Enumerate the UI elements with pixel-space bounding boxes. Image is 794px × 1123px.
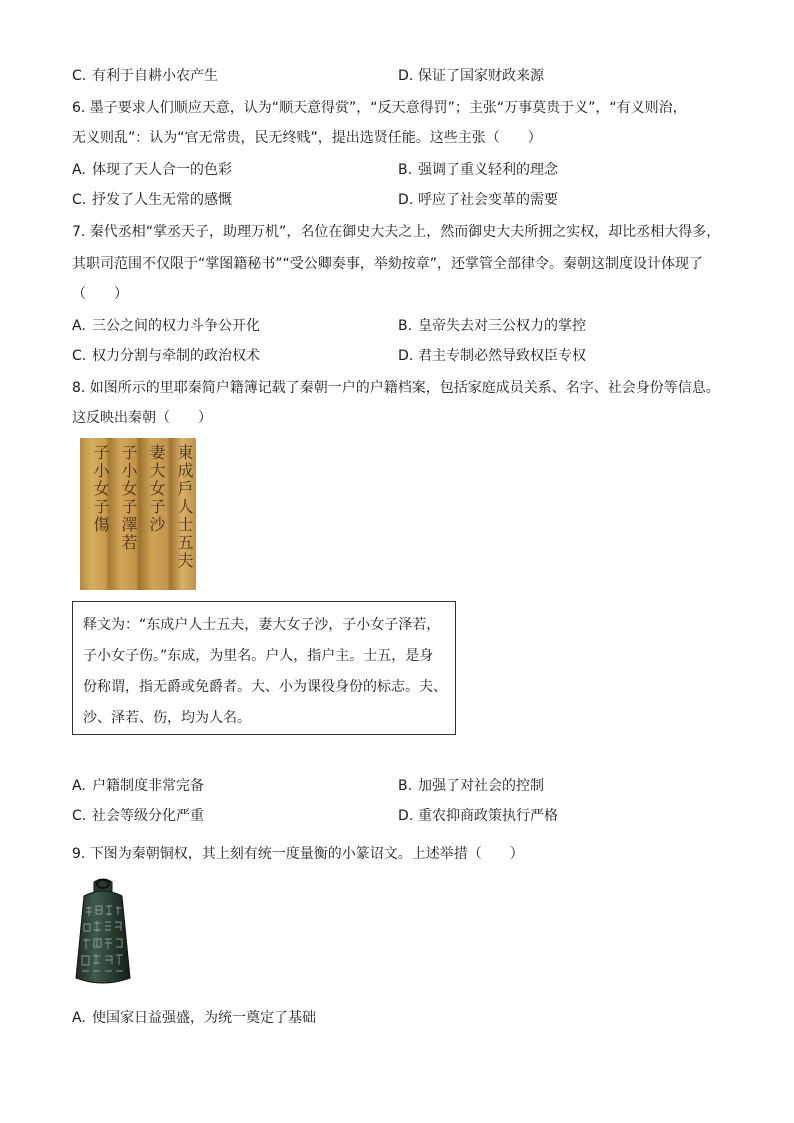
option-label: B. bbox=[398, 778, 413, 794]
bronze-weight-image bbox=[72, 878, 134, 988]
option-label: C. bbox=[72, 808, 87, 824]
q8-option-c bbox=[72, 806, 204, 826]
q7-option-d bbox=[398, 346, 586, 366]
q6-option-b bbox=[398, 160, 558, 180]
bamboo-slip-image bbox=[80, 438, 196, 590]
q8-stem-line-1: 8. 如图所示的里耶秦简户籍簿记载了秦朝一户的户籍档案，包括家庭成员关系、名字、社会身份等信息。 bbox=[72, 380, 720, 396]
option-text: 重农抑商政策执行严格 bbox=[418, 808, 558, 824]
q8-option-b bbox=[398, 776, 544, 796]
q6-option-d bbox=[398, 190, 558, 210]
bamboo-slip-column: 妻大女子沙 bbox=[147, 444, 166, 534]
q5-option-c bbox=[72, 66, 218, 86]
transcription-line-3: 份称谓，指无爵或免爵者。大、小为课役身份的标志。夫、 bbox=[83, 679, 447, 695]
q7-option-c bbox=[72, 346, 260, 366]
q7-stem-line-2: 其职司范围不仅限于“掌图籍秘书”“受公卿奏事，举劾按章”，还掌管全部律令。秦朝这制度设计体现了 bbox=[72, 256, 704, 272]
bamboo-slip-column: 子小女子傷 bbox=[91, 444, 110, 534]
option-label: B. bbox=[398, 162, 413, 178]
option-text: 保证了国家财政来源 bbox=[418, 68, 544, 84]
option-label: B. bbox=[398, 318, 413, 334]
option-text: 君主专制必然导致权臣专权 bbox=[418, 348, 586, 364]
option-label: D. bbox=[398, 192, 414, 208]
option-label: C. bbox=[72, 348, 87, 364]
option-text: 使国家日益强盛，为统一奠定了基础 bbox=[92, 1010, 316, 1026]
option-label: A. bbox=[72, 318, 86, 334]
option-label: A. bbox=[72, 162, 86, 178]
q5-option-d bbox=[398, 66, 544, 86]
option-label: A. bbox=[72, 1010, 86, 1026]
q6-option-a bbox=[72, 160, 232, 180]
option-text: 呼应了社会变革的需要 bbox=[418, 192, 558, 208]
bamboo-slip-column: 東成戶人士五夫 bbox=[175, 444, 194, 570]
bamboo-slip-column: 子小女子澤若 bbox=[119, 444, 138, 552]
q8-option-d bbox=[398, 806, 558, 826]
transcription-box bbox=[72, 601, 456, 735]
q7-stem-line-3: （ ） bbox=[72, 286, 128, 302]
option-text: 社会等级分化严重 bbox=[92, 808, 204, 824]
option-text: 有利于自耕小农产生 bbox=[92, 68, 218, 84]
option-label: C. bbox=[72, 192, 87, 208]
q8-stem-line-2: 这反映出秦朝（ ） bbox=[72, 410, 212, 426]
option-text: 三公之间的权力斗争公开化 bbox=[92, 318, 260, 334]
q8-option-a bbox=[72, 776, 204, 796]
option-label: D. bbox=[398, 68, 414, 84]
option-label: D. bbox=[398, 808, 414, 824]
q6-option-c bbox=[72, 190, 232, 210]
option-label: A. bbox=[72, 778, 86, 794]
option-text: 体现了天人合一的色彩 bbox=[92, 162, 232, 178]
option-label: D. bbox=[398, 348, 414, 364]
q6-stem-line-2: 无义则乱”：认为“官无常贵，民无终贱”，提出选贤任能。这些主张（ ） bbox=[72, 130, 542, 146]
q7-option-a bbox=[72, 316, 260, 336]
transcription-line-2: 子小女子伤。”东成，为里名。户人，指户主。士五，是身 bbox=[83, 648, 434, 664]
q6-stem-line-1: 6. 墨子要求人们顺应天意，认为“顺天意得赏”，“反天意得罚”；主张“万事莫贵于义”，“有义则治， bbox=[72, 100, 687, 116]
q9-stem-line-1: 9. 下图为秦朝铜权，其上刻有统一度量衡的小篆诏文。上述举措（ ） bbox=[72, 846, 524, 862]
option-text: 权力分割与牵制的政治权术 bbox=[92, 348, 260, 364]
option-text: 强调了重义轻利的理念 bbox=[418, 162, 558, 178]
option-text: 加强了对社会的控制 bbox=[418, 778, 544, 794]
option-label: C. bbox=[72, 68, 87, 84]
q7-stem-line-1: 7. 秦代丞相“掌丞天子，助理万机”，名位在御史大夫之上，然而御史大夫所拥之实权，却比丞相大得多， bbox=[72, 224, 721, 240]
option-text: 皇帝失去对三公权力的掌控 bbox=[418, 318, 586, 334]
transcription-line-4: 沙、泽若、伤，均为人名。 bbox=[83, 710, 251, 726]
transcription-line-1: 释文为：“东成户人士五夫，妻大女子沙，子小女子泽若， bbox=[83, 617, 441, 633]
q9-option-a bbox=[72, 1008, 316, 1028]
option-text: 抒发了人生无常的感慨 bbox=[92, 192, 232, 208]
q7-option-b bbox=[398, 316, 586, 336]
option-text: 户籍制度非常完备 bbox=[92, 778, 204, 794]
